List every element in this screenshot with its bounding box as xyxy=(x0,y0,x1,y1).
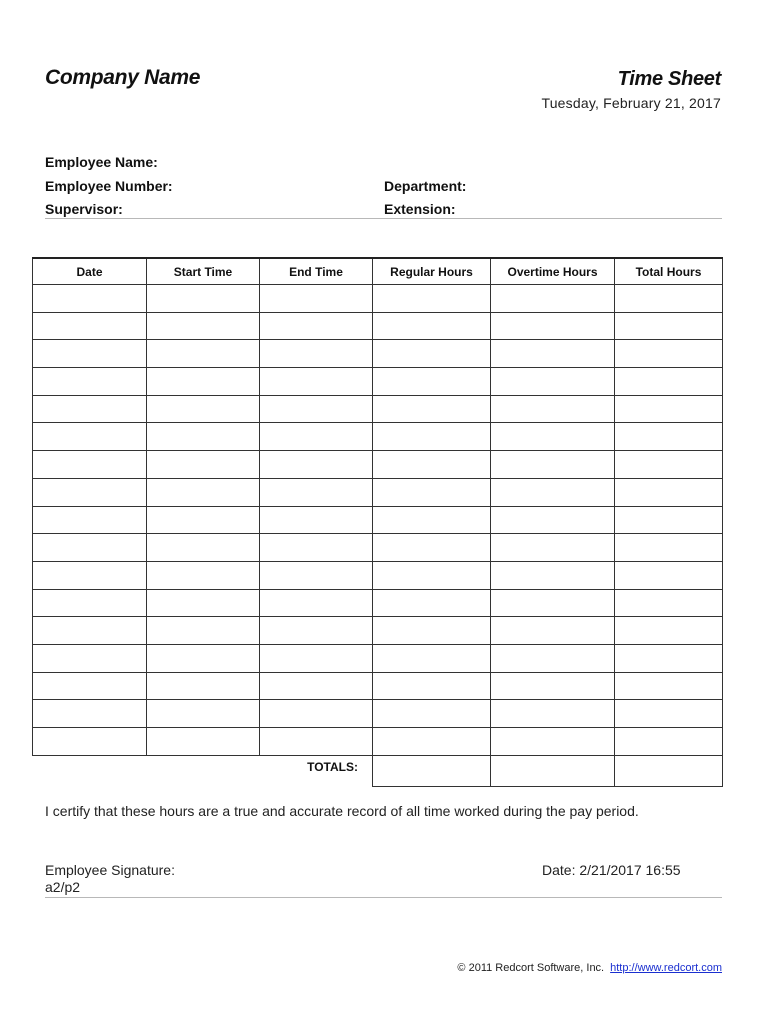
table-cell[interactable] xyxy=(260,285,373,313)
table-cell[interactable] xyxy=(491,700,615,728)
table-cell[interactable] xyxy=(615,285,723,313)
table-cell[interactable] xyxy=(615,368,723,396)
table-cell[interactable] xyxy=(491,478,615,506)
table-cell[interactable] xyxy=(491,340,615,368)
totals-overtime-hours-cell[interactable] xyxy=(491,755,615,787)
table-cell[interactable] xyxy=(615,672,723,700)
signature-value: a2/p2 xyxy=(45,879,81,895)
table-row xyxy=(33,340,723,368)
table-row xyxy=(33,672,723,700)
employee-number-label: Employee Number: xyxy=(45,178,173,194)
table-cell[interactable] xyxy=(147,561,260,589)
table-cell[interactable] xyxy=(260,617,373,645)
table-cell[interactable] xyxy=(491,395,615,423)
table-cell[interactable] xyxy=(147,672,260,700)
table-cell[interactable] xyxy=(491,617,615,645)
table-cell[interactable] xyxy=(33,700,147,728)
table-cell[interactable] xyxy=(33,312,147,340)
table-cell[interactable] xyxy=(260,395,373,423)
table-cell[interactable] xyxy=(33,617,147,645)
column-header-regular-hours: Regular Hours xyxy=(373,258,491,285)
footer xyxy=(457,962,722,974)
table-cell[interactable] xyxy=(33,672,147,700)
page-title: Time Sheet xyxy=(617,68,721,90)
table-cell[interactable] xyxy=(147,451,260,479)
table-cell[interactable] xyxy=(373,617,491,645)
table-cell[interactable] xyxy=(373,478,491,506)
table-cell[interactable] xyxy=(147,644,260,672)
table-cell[interactable] xyxy=(147,589,260,617)
table-cell[interactable] xyxy=(260,451,373,479)
table-cell[interactable] xyxy=(615,451,723,479)
table-cell[interactable] xyxy=(373,700,491,728)
table-cell[interactable] xyxy=(491,423,615,451)
table-row xyxy=(33,478,723,506)
table-cell[interactable] xyxy=(615,617,723,645)
table-cell[interactable] xyxy=(491,368,615,396)
table-cell[interactable] xyxy=(260,700,373,728)
table-cell[interactable] xyxy=(373,368,491,396)
time-sheet-table xyxy=(32,257,723,787)
table-cell[interactable] xyxy=(615,395,723,423)
table-cell[interactable] xyxy=(260,423,373,451)
table-cell[interactable] xyxy=(260,340,373,368)
table-cell[interactable] xyxy=(33,368,147,396)
signature-divider xyxy=(45,897,722,898)
table-cell[interactable] xyxy=(260,534,373,562)
table-row xyxy=(33,561,723,589)
table-cell[interactable] xyxy=(491,285,615,313)
table-cell[interactable] xyxy=(615,589,723,617)
supervisor-label: Supervisor: xyxy=(45,201,123,217)
table-row xyxy=(33,451,723,479)
column-header-end-time: End Time xyxy=(260,258,373,285)
table-cell[interactable] xyxy=(33,285,147,313)
table-cell[interactable] xyxy=(260,728,373,756)
table-cell[interactable] xyxy=(147,340,260,368)
table-body xyxy=(33,285,723,756)
table-cell[interactable] xyxy=(33,395,147,423)
table-cell[interactable] xyxy=(147,506,260,534)
table-cell[interactable] xyxy=(373,672,491,700)
table-cell[interactable] xyxy=(147,285,260,313)
table-row xyxy=(33,534,723,562)
table-cell[interactable] xyxy=(260,672,373,700)
extension-label: Extension: xyxy=(384,201,456,217)
table-cell[interactable] xyxy=(260,312,373,340)
table-cell[interactable] xyxy=(373,395,491,423)
table-cell[interactable] xyxy=(33,478,147,506)
info-divider xyxy=(45,218,722,219)
table-cell[interactable] xyxy=(373,506,491,534)
table-cell[interactable] xyxy=(260,506,373,534)
table-row xyxy=(33,312,723,340)
table-cell[interactable] xyxy=(491,451,615,479)
table-cell[interactable] xyxy=(491,506,615,534)
table-row xyxy=(33,617,723,645)
table-cell[interactable] xyxy=(373,644,491,672)
table-cell[interactable] xyxy=(615,340,723,368)
table-cell[interactable] xyxy=(373,534,491,562)
table-cell[interactable] xyxy=(615,561,723,589)
signature-date: Date: 2/21/2017 16:55 xyxy=(542,862,681,878)
table-cell[interactable] xyxy=(147,312,260,340)
table-row xyxy=(33,368,723,396)
column-header-overtime-hours: Overtime Hours xyxy=(491,258,615,285)
signature-label: Employee Signature: xyxy=(45,862,175,878)
table-cell[interactable] xyxy=(615,728,723,756)
table-cell[interactable] xyxy=(491,644,615,672)
table-cell[interactable] xyxy=(33,451,147,479)
table-cell[interactable] xyxy=(33,644,147,672)
table-row xyxy=(33,644,723,672)
table-cell[interactable] xyxy=(33,506,147,534)
table-row xyxy=(33,589,723,617)
table-cell[interactable] xyxy=(147,423,260,451)
table-row xyxy=(33,395,723,423)
redcort-link[interactable]: http://www.redcort.com xyxy=(610,962,722,974)
table-cell[interactable] xyxy=(615,534,723,562)
table-cell[interactable] xyxy=(615,312,723,340)
table-cell[interactable] xyxy=(615,700,723,728)
company-name: Company Name xyxy=(45,66,201,89)
table-cell[interactable] xyxy=(147,617,260,645)
table-cell[interactable] xyxy=(373,561,491,589)
table-row xyxy=(33,285,723,313)
table-cell[interactable] xyxy=(260,478,373,506)
table-cell[interactable] xyxy=(373,312,491,340)
table-cell[interactable] xyxy=(491,561,615,589)
table-header-row xyxy=(33,258,723,285)
table-cell[interactable] xyxy=(33,589,147,617)
sheet-date: Tuesday, February 21, 2017 xyxy=(541,95,721,111)
column-header-start-time: Start Time xyxy=(147,258,260,285)
table-cell[interactable] xyxy=(615,506,723,534)
table-cell[interactable] xyxy=(33,534,147,562)
table-cell[interactable] xyxy=(147,478,260,506)
table-cell[interactable] xyxy=(33,728,147,756)
table-cell[interactable] xyxy=(147,700,260,728)
table-cell[interactable] xyxy=(491,312,615,340)
table-row xyxy=(33,423,723,451)
table-cell[interactable] xyxy=(615,478,723,506)
table-cell[interactable] xyxy=(147,728,260,756)
table-cell[interactable] xyxy=(373,423,491,451)
table-cell[interactable] xyxy=(260,561,373,589)
column-header-date: Date xyxy=(33,258,147,285)
table-cell[interactable] xyxy=(373,728,491,756)
totals-row xyxy=(33,755,723,787)
department-label: Department: xyxy=(384,178,467,194)
table-cell[interactable] xyxy=(373,340,491,368)
column-header-total-hours: Total Hours xyxy=(615,258,723,285)
table-cell[interactable] xyxy=(491,589,615,617)
table-cell[interactable] xyxy=(147,368,260,396)
table-cell[interactable] xyxy=(33,423,147,451)
table-cell[interactable] xyxy=(260,368,373,396)
table-cell[interactable] xyxy=(147,395,260,423)
table-cell[interactable] xyxy=(147,534,260,562)
table-cell[interactable] xyxy=(373,451,491,479)
table-cell[interactable] xyxy=(615,423,723,451)
totals-label: TOTALS: xyxy=(260,755,373,787)
totals-total-hours-cell[interactable] xyxy=(615,755,723,787)
table-row xyxy=(33,700,723,728)
table-cell[interactable] xyxy=(260,589,373,617)
table-row xyxy=(33,728,723,756)
table-cell[interactable] xyxy=(373,589,491,617)
table-cell[interactable] xyxy=(491,672,615,700)
table-cell[interactable] xyxy=(615,644,723,672)
certification-text: I certify that these hours are a true and accurate record of all time worked during the pay period. xyxy=(45,803,639,819)
table-cell[interactable] xyxy=(33,561,147,589)
table-cell[interactable] xyxy=(491,728,615,756)
copyright-text: © 2011 Redcort Software, Inc. xyxy=(457,962,605,974)
employee-name-label: Employee Name: xyxy=(45,154,158,170)
table-cell[interactable] xyxy=(491,534,615,562)
table-cell[interactable] xyxy=(33,340,147,368)
table-row xyxy=(33,506,723,534)
totals-regular-hours-cell[interactable] xyxy=(373,755,491,787)
table-cell[interactable] xyxy=(260,644,373,672)
table-cell[interactable] xyxy=(373,285,491,313)
